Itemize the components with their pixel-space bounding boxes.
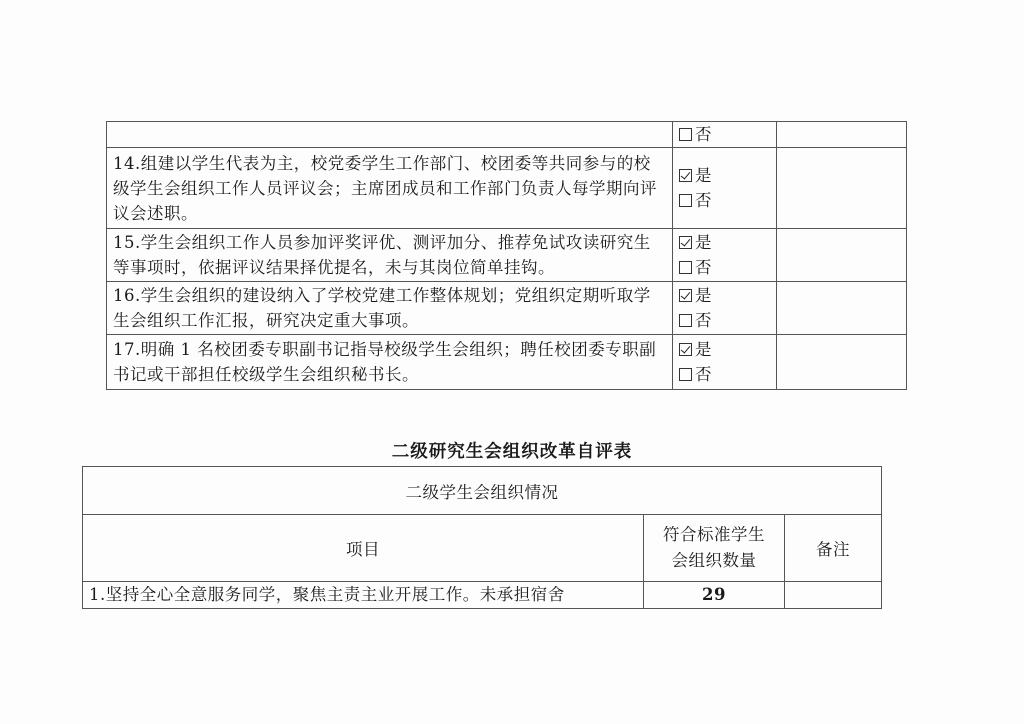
column-header-count: 符合标准学生会组织数量 [644,515,785,582]
empty-box-icon[interactable] [679,261,692,274]
yes-no-options [673,148,777,229]
checked-box-icon[interactable] [679,169,692,182]
criterion-text: 15.学生会组织工作人员参加评奖评优、测评加分、推荐免试攻读研究生等事项时，依据评议结果择优提名，未与其岗位简单挂钩。 [107,229,673,282]
option-checked[interactable] [679,283,770,308]
empty-box-icon[interactable] [679,368,692,381]
empty-box-icon[interactable] [679,194,692,207]
option-checked[interactable] [679,163,770,188]
option-label: 否 [695,125,712,144]
yes-no-options [673,335,777,390]
section-title: 二级研究生会组织改革自评表 [391,442,633,462]
self-evaluation-table [82,466,882,609]
table-row [83,582,882,609]
item-text: 1.坚持全心全意服务同学，聚焦主责主业开展工作。未承担宿舍 [83,582,644,609]
remarks-cell [777,148,907,229]
yes-no-options [673,122,777,148]
criterion-text [107,122,673,148]
option-unchecked[interactable] [679,362,770,387]
option-unchecked[interactable] [679,255,770,280]
table-section-header: 二级学生会组织情况 [83,467,882,515]
option-checked[interactable] [679,230,770,255]
table-row [107,229,907,282]
criterion-text: 16.学生会组织的建设纳入了学校党建工作整体规划；党组织定期听取学生会组织工作汇报，研究决定重大事项。 [107,282,673,335]
empty-box-icon[interactable] [679,128,692,141]
option-unchecked[interactable] [679,122,770,147]
table-row [107,122,907,148]
column-header-item: 项目 [83,515,644,582]
remarks-cell [777,122,907,148]
option-label: 否 [695,258,712,277]
option-label: 是 [695,286,712,305]
checked-box-icon[interactable] [679,343,692,356]
checked-box-icon[interactable] [679,236,692,249]
table-row [107,148,907,229]
item-count: 29 [644,582,785,609]
criteria-table [106,121,907,390]
option-label: 是 [695,233,712,252]
yes-no-options [673,282,777,335]
table-row [107,282,907,335]
remarks-cell [777,335,907,390]
option-label: 否 [695,311,712,330]
option-label: 是 [695,166,712,185]
column-header-note: 备注 [785,515,882,582]
item-note [785,582,882,609]
option-unchecked[interactable] [679,308,770,333]
remarks-cell [777,229,907,282]
option-label: 否 [695,191,712,210]
criterion-text: 14.组建以学生代表为主，校党委学生工作部门、校团委等共同参与的校级学生会组织工作人员评议会；主席团成员和工作部门负责人每学期向评议会述职。 [107,148,673,229]
option-checked[interactable] [679,337,770,362]
table-row [107,335,907,390]
yes-no-options [673,229,777,282]
option-label: 是 [695,340,712,359]
empty-box-icon[interactable] [679,314,692,327]
option-unchecked[interactable] [679,188,770,213]
option-label: 否 [695,365,712,384]
checked-box-icon[interactable] [679,289,692,302]
criterion-text: 17.明确 1 名校团委专职副书记指导校级学生会组织；聘任校团委专职副书记或干部担任校级学生会组织秘书长。 [107,335,673,390]
remarks-cell [777,282,907,335]
